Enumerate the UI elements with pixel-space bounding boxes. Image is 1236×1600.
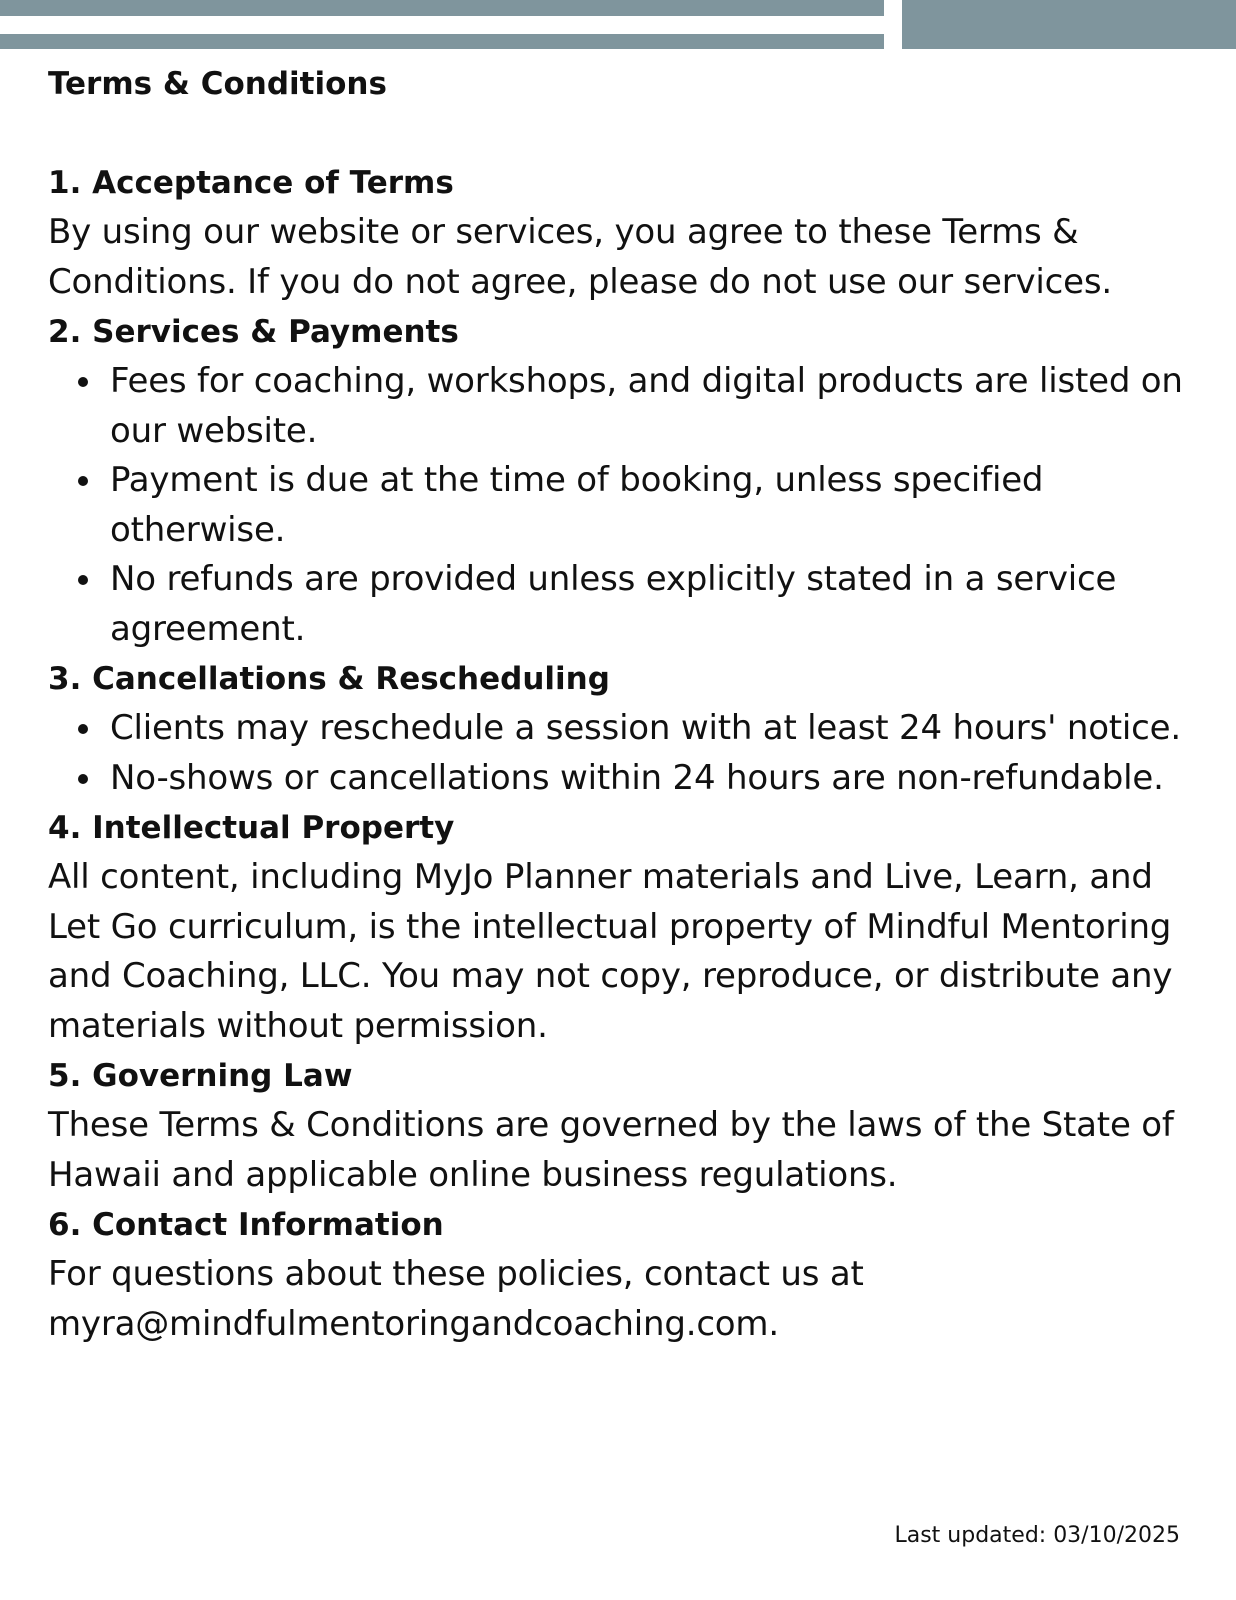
list-item (48, 555, 1198, 654)
section-body: By using our website or services, you agree to these Terms & Conditions. If you do not agree, please do not use our services. (48, 212, 1112, 302)
list-item (48, 754, 1198, 804)
list-item (48, 357, 1198, 456)
section-body: All content, including MyJo Planner materials and Live, Learn, and Let Go curriculum, is the intellectual property of Mindful Mentoring and Coaching, LLC. You may not copy, reproduce, or distribute any materials without permission. (48, 857, 1173, 1046)
list-item-text: No-shows or cancellations within 24 hours are non-refundable. (110, 757, 1164, 798)
list-item-text: Payment is due at the time of booking, unless specified otherwise. (110, 460, 1044, 550)
section-heading: 3. Cancellations & Rescheduling (48, 661, 610, 697)
list-item (48, 704, 1198, 754)
section-heading: 1. Acceptance of Terms (48, 165, 454, 201)
bullet-icon (78, 724, 88, 734)
section-cancellations-rescheduling (48, 654, 1198, 803)
section-intellectual-property (48, 803, 1198, 1051)
section-heading: 6. Contact Information (48, 1207, 444, 1243)
list-item-text: Clients may reschedule a session with at least 24 hours' notice. (110, 708, 1181, 748)
section-governing-law (48, 1051, 1198, 1200)
header-bar-top (0, 0, 884, 16)
list-item-text: Fees for coaching, workshops, and digital products are listed on our website. (110, 361, 1183, 451)
section-acceptance-of-terms (48, 158, 1198, 307)
section-body: These Terms & Conditions are governed by the laws of the State of Hawaii and applicable online business regulations. (48, 1105, 1174, 1195)
section-contact-information (48, 1200, 1198, 1349)
section-body: For questions about these policies, contact us at myra@mindfulmentoringandcoaching.com. (48, 1254, 864, 1344)
terms-document (48, 60, 1198, 1349)
bullet-list (48, 357, 1198, 654)
bullet-icon (78, 476, 88, 486)
header-bar-middle (0, 34, 884, 49)
bullet-icon (78, 774, 88, 784)
section-services-payments (48, 307, 1198, 654)
bullet-list (48, 704, 1198, 803)
header-bar-right-block (902, 0, 1236, 49)
page-title: Terms & Conditions (48, 66, 387, 102)
last-updated-date: Last updated: 03/10/2025 (894, 1523, 1180, 1548)
section-heading: 4. Intellectual Property (48, 810, 455, 846)
bullet-icon (78, 575, 88, 585)
bullet-icon (78, 377, 88, 387)
section-heading: 2. Services & Payments (48, 314, 459, 350)
list-item (48, 456, 1198, 555)
section-heading: 5. Governing Law (48, 1058, 353, 1094)
list-item-text: No refunds are provided unless explicitly stated in a service agreement. (110, 559, 1117, 649)
